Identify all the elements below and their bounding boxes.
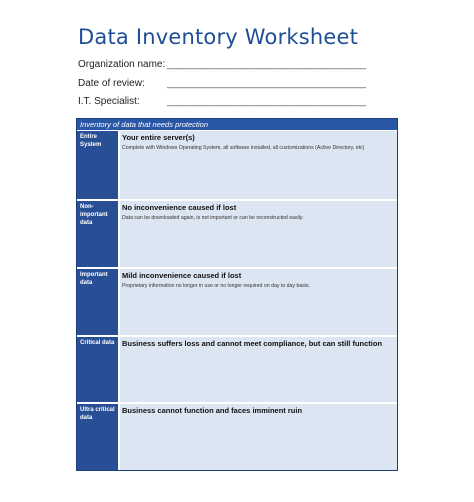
organization-name-line[interactable]: ________________________________________: [167, 59, 366, 70]
it-specialist-line[interactable]: ________________________________________: [167, 96, 366, 107]
category-cell: Important data: [77, 269, 118, 335]
row-heading: Business suffers loss and cannot meet compliance, but can still function: [122, 339, 383, 348]
category-cell: Non-important data: [77, 201, 118, 267]
date-of-review-field[interactable]: [78, 78, 378, 92]
it-specialist-label: I.T. Specialist:: [78, 96, 140, 107]
row-heading: Mild inconvenience caused if lost: [122, 271, 242, 280]
description-cell: [120, 131, 397, 199]
it-specialist-field[interactable]: [78, 96, 378, 110]
row-heading: Your entire server(s): [122, 133, 195, 142]
data-inventory-table: [76, 118, 398, 471]
table-row-non-important: [77, 201, 397, 267]
table-row-ultra-critical: [77, 404, 397, 470]
table-row-important: [77, 269, 397, 335]
table-row-critical: [77, 337, 397, 402]
row-description: Complete with Windows Operating System, all software installed, all customizations (Active Directory, etc): [122, 145, 365, 151]
description-cell: [120, 404, 397, 470]
organization-name-field[interactable]: [78, 59, 378, 73]
category-cell: Critical data: [77, 337, 118, 402]
table-header: Inventory of data that needs protection: [77, 119, 397, 130]
category-cell: Entire System: [77, 131, 118, 199]
row-heading: No inconvenience caused if lost: [122, 203, 237, 212]
organization-name-label: Organization name:: [78, 59, 166, 70]
description-cell: [120, 337, 397, 402]
date-of-review-label: Date of review:: [78, 78, 145, 89]
row-heading: Business cannot function and faces imminent ruin: [122, 406, 303, 415]
date-of-review-line[interactable]: ________________________________________: [167, 78, 366, 89]
description-cell: [120, 201, 397, 267]
category-cell: Ultra critical data: [77, 404, 118, 470]
table-row-entire-system: [77, 131, 397, 199]
row-description: Data can be downloaded again, is not important or can be reconstructed easily.: [122, 215, 304, 221]
description-cell: [120, 269, 397, 335]
row-description: Proprietary information no longer in use or no longer required on day to day basis.: [122, 283, 311, 289]
document-title: Data Inventory Worksheet: [78, 25, 359, 49]
